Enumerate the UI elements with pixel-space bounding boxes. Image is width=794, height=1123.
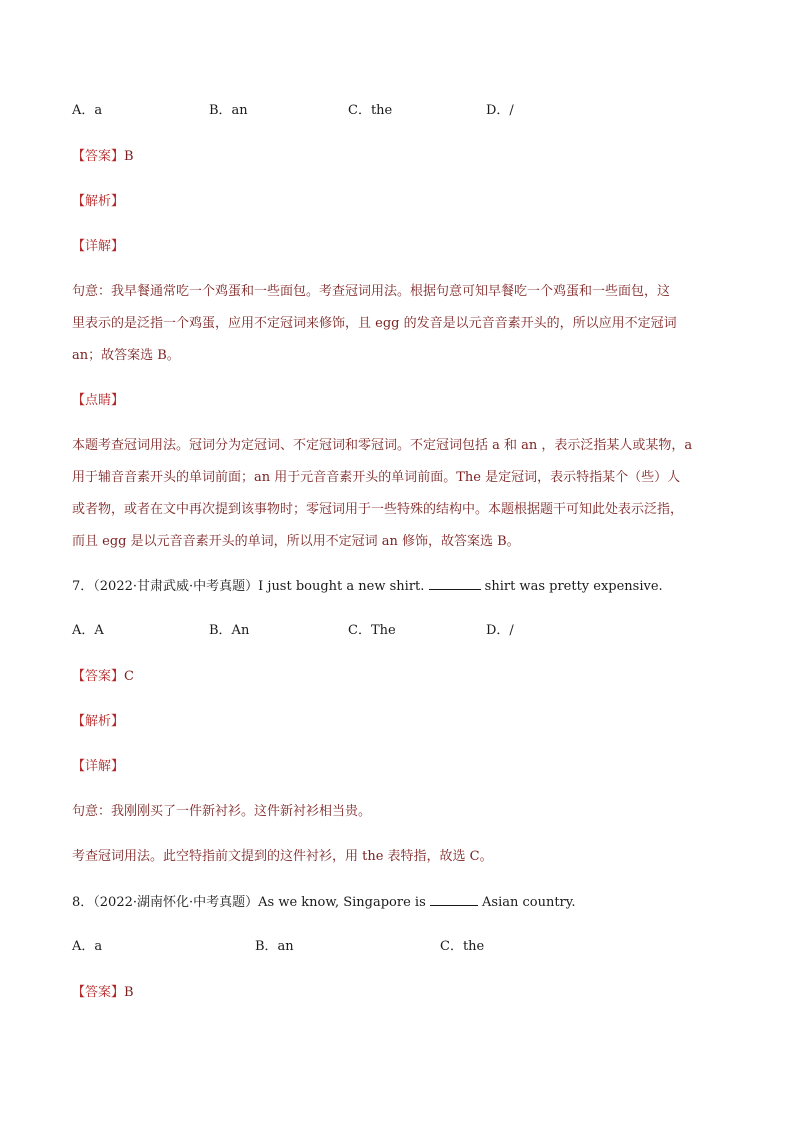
q6-option-c: C．the: [348, 103, 393, 118]
q7-stem: [72, 577, 732, 595]
q6-option-a: A．a: [72, 103, 103, 118]
q6-detail-line: 句意：我早餐通常吃一个鸡蛋和一些面包。考查冠词用法。根据句意可知早餐吃一个鸡蛋和一些面包，这: [72, 284, 671, 299]
q8-option-b: B．an: [255, 939, 294, 954]
q7-source: （2022·甘肃武威·中考真题）: [93, 579, 259, 594]
q7-answer: [72, 668, 732, 685]
q7-option-d: D．/: [486, 623, 514, 638]
q6-detail-line: 里表示的是泛指一个鸡蛋，应用不定冠词来修饰，且 egg 的发音是以元音音素开头的，所以应用不定冠词: [72, 316, 677, 331]
q8-stem-after: Asian country.: [477, 895, 576, 910]
q6-analysis-tag: 【解析】: [72, 194, 125, 209]
q6-comment-paragraph: [72, 430, 732, 558]
answer-value: B: [124, 985, 134, 1000]
q6-detail-paragraph: [72, 276, 732, 372]
q7-detail-line: 句意：我刚刚买了一件新衬衫。这件新衬衫相当贵。: [72, 804, 372, 819]
q7-blank: [429, 577, 481, 590]
q6-comment-line: 本题考查冠词用法。冠词分为定冠词、不定冠词和零冠词。不定冠词包括 a 和 an ，表示泛指某人或某物，a: [72, 438, 693, 453]
q7-option-b: B．An: [209, 623, 250, 638]
q7-number: 7．: [72, 579, 94, 594]
q8-source: （2022·湖南怀化·中考真题）: [93, 895, 259, 910]
q6-comment-line: 用于辅音音素开头的单词前面；an 用于元音音素开头的单词前面。The 是定冠词，表示特指某个（些）人: [72, 470, 681, 485]
q6-answer: [72, 148, 732, 165]
q6-comment-line: 或者物，或者在文中再次提到该事物时；零冠词用于一些特殊的结构中。本题根据题干可知此处表示泛指，: [72, 502, 684, 517]
answer-tag: 【答案】: [72, 985, 125, 1000]
q6-comment-tag: 【点睛】: [72, 393, 125, 408]
q8-stem: [72, 893, 732, 911]
q8-option-c: C．the: [440, 939, 485, 954]
q8-option-a: A．a: [72, 939, 103, 954]
answer-tag: 【答案】: [72, 669, 125, 684]
q7-stem-after: shirt was pretty expensive.: [480, 579, 663, 594]
q8-blank: [430, 893, 478, 906]
answer-value: B: [124, 149, 134, 164]
q7-stem-before: I just bought a new shirt.: [258, 579, 429, 594]
q8-answer: [72, 984, 732, 1001]
answer-value: C: [124, 669, 134, 684]
q7-analysis-tag: 【解析】: [72, 714, 125, 729]
q7-detail-line: 考查冠词用法。此空特指前文提到的这件衬衫，用 the 表特指，故选 C。: [72, 849, 493, 864]
q6-detail-line: an；故答案选 B。: [72, 348, 180, 363]
q6-option-b: B．an: [209, 103, 248, 118]
q7-option-c: C．The: [348, 623, 396, 638]
q6-detail-tag: 【详解】: [72, 239, 125, 254]
answer-tag: 【答案】: [72, 149, 125, 164]
q8-number: 8．: [72, 895, 94, 910]
q8-stem-before: As we know, Singapore is: [258, 895, 430, 910]
q7-option-a: A．A: [72, 623, 104, 638]
q6-option-d: D．/: [486, 103, 514, 118]
q7-detail-tag: 【详解】: [72, 759, 125, 774]
q6-comment-line: 而且 egg 是以元音音素开头的单词，所以用不定冠词 an 修饰，故答案选 B。: [72, 534, 520, 549]
